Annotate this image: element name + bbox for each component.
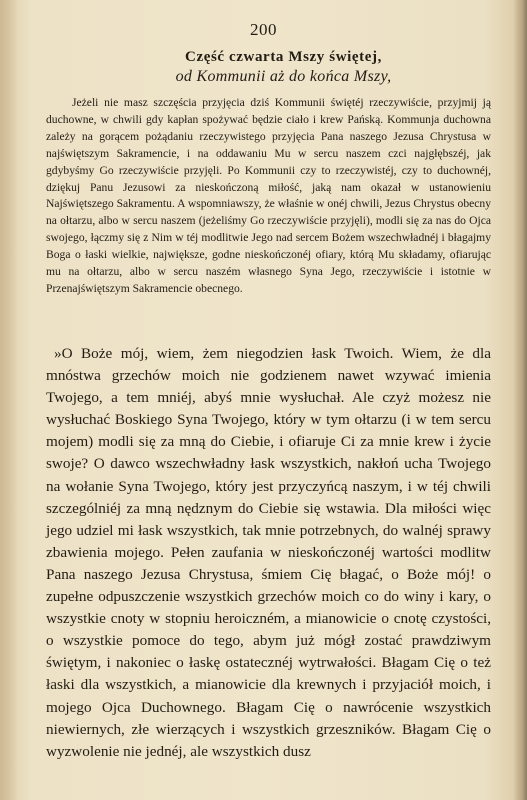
page-number: 200 [250, 20, 277, 39]
page-edge-right [513, 0, 527, 800]
part-subtitle: od Kommunii aż do końca Mszy, [175, 68, 392, 85]
part-title: Część czwarta Mszy świętej, [185, 49, 382, 65]
prayer-paragraph: »O Boże mój, wiem, żem niegodzien łask Twoich. Wiem, że dla mnóstwa grzechów moich nie godzienem nawet wzywać imienia Twojego, a tem mniéj, abyś mnie wysłuchał. Ale czyż możesz nie wysłuchać Boskiego Syna Twojego, który w tym ołtarzu (i w tem sercu mojem) modli się za mną do Ciebie, i ofiaruje Ci za mnie krew i życie swoje? O dawco wszechwładny łask wszystkich, nakłoń ucha Twojego na wołanie Syna Twojego, który jest przyczyńcą naszym, i w téj chwili szczególniéj za mną nędznym do Ciebie się wstawia. Dla miłości więc jego udziel mi łask wszystkich, tak mnie potrzebnych, do walnéj sprawy zbawienia mojego. Pełen zaufania w nieskończonéj wartości modlitw Pana naszego Jezusa Chrystusa, śmiem Cię błagać, o Boże mój! o zupełne odpuszczenie wszystkich grzechów moich co do winy i kary, o wszystkie cnoty w stopniu heroiczném, a mianowicie o cnotę czystości, o wszystkie pomoce do tego, abym już mógł zostać prawdziwym świętym, i nakoniec o łaskę ostatecznéj wytrwałości. Błagam Cię o też łaski dla wszystkich, a mianowicie dla krewnych i przyjaciół moich, i mojego Ojca Duchownego. Błagam Cię o nawrócenie wszystkich niewiernych, złe wierzących i wszystkich grzeszników. Błagam Cię o wyzwolenie nie jednéj, ale wszystkich dusz [46, 345, 491, 760]
intro-paragraph: Jeżeli nie masz szczęścia przyjęcia dziś Kommunii świętéj rzeczywiście, przyjmij ją duchowne, w chwili gdy kapłan spożywać będzie ciało i krew Pańską. Kommunja duchowna zależy na gorącem pożądaniu rzeczywistego przyjęcia Pana naszego Jezusa Chrystusa w najświętszym Sakramencie, i na oddawaniu Mu w sercu naszem czci najgłębszéj, jak gdybyśmy Go rzeczywiście przyjęli. Po Kommunii czy to rzeczywistéj, czy to duchownéj, dziękuj Panu Jezusowi za nieskończoną miłość, jaką nam okazał w ustanowieniu Najświętszego Sakramentu. A wspomniawszy, że właśnie w onéj chwili, Jezus Chrystus obecny na ołtarzu, albo w sercu naszem (jeżeliśmy Go rzeczywiście przyjęli), modli się za nas do Ojca swojego, łączmy się z Nim w téj modlitwie Jego nad sercem Bożem wszechwładnéj i błagajmy Boga o łaski wielkie, największe, godne nieskończonéj ofiary, którą Mu składamy, ofiarując mu na ołtarzu, albo w sercu naszém własnego Syna Jego, rzeczywiście i istotnie w Przenajświętszym Sakramencie obecnego. [46, 96, 491, 295]
page-shadow-left [0, 0, 18, 800]
section-heading [0, 47, 527, 87]
